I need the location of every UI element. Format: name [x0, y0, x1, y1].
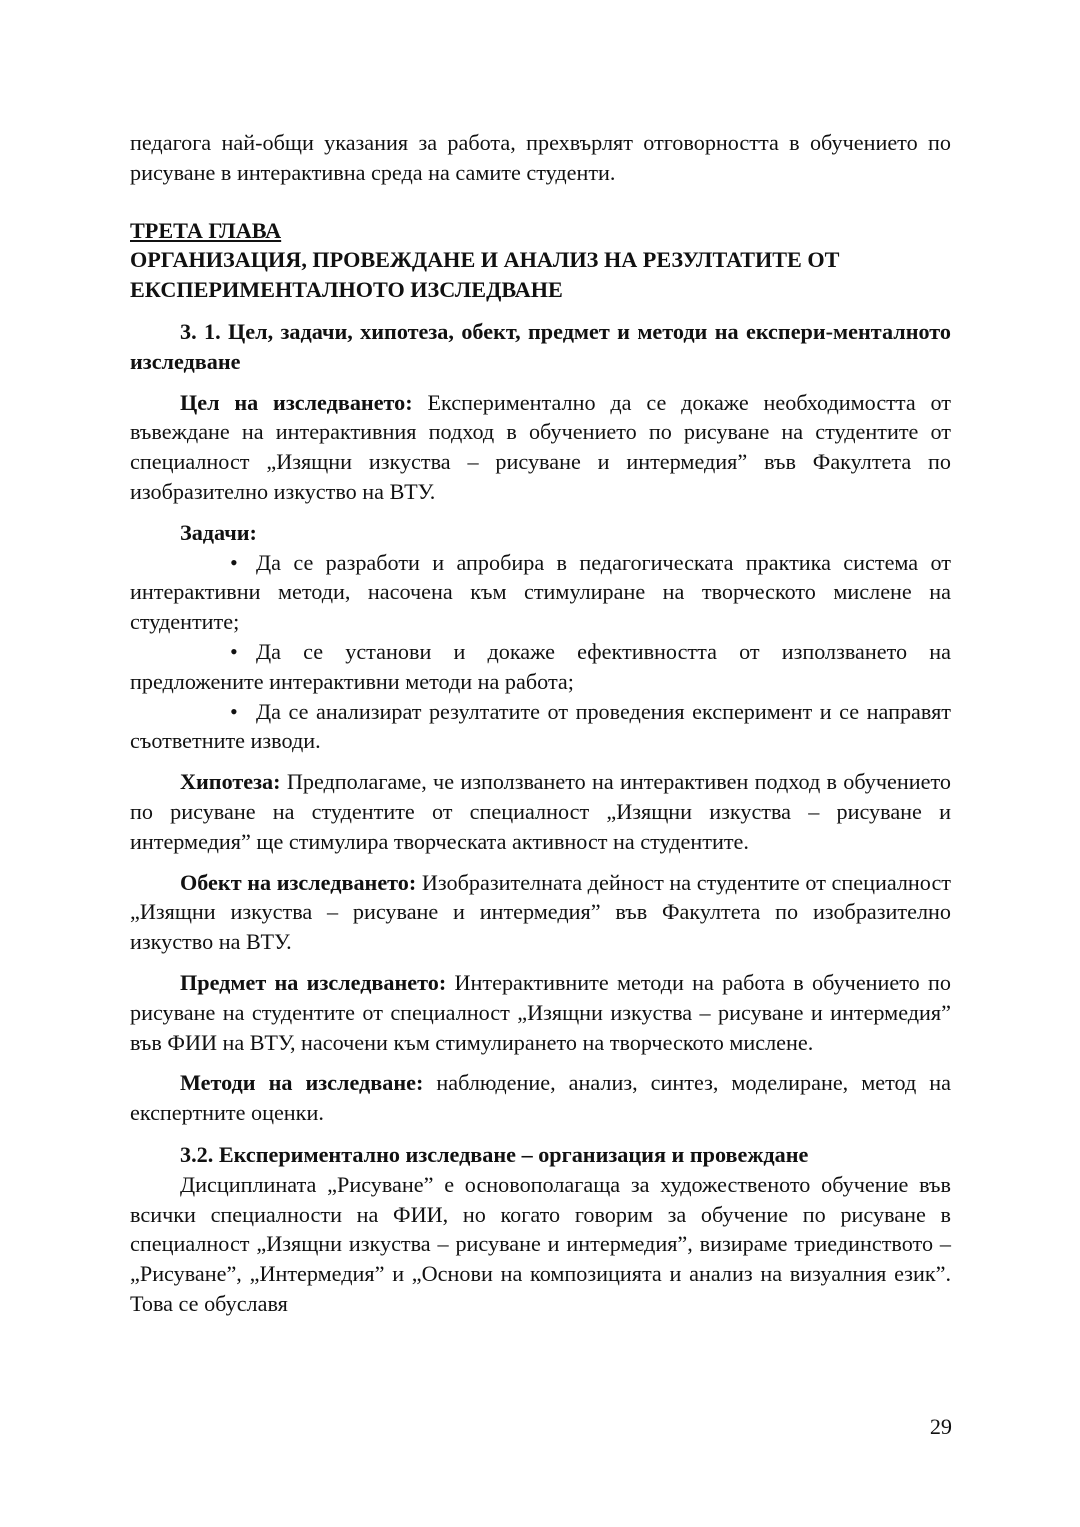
page-content: [130, 128, 951, 1319]
section-2-heading: 3.2. Експериментално изследване – организация и провеждане: [180, 1141, 809, 1167]
hypothesis-paragraph: [130, 767, 951, 856]
bullet-icon: •: [230, 638, 238, 664]
task-item-text: Да се установи и докаже ефективността от използването на предложените интерактивни методи на работа;: [130, 638, 951, 694]
task-item: [130, 548, 951, 637]
goal-paragraph: [130, 388, 951, 507]
section-1-heading: 3. 1. Цел, задачи, хипотеза, обект, предмет и методи на експери-менталното изследване: [130, 318, 951, 374]
bullet-icon: •: [230, 549, 238, 575]
chapter-title: ОРГАНИЗАЦИЯ, ПРОВЕЖДАНЕ И АНАЛИЗ НА РЕЗУЛТАТИТЕ ОТ ЕКСПЕРИМЕНТАЛНОТО ИЗСЛЕДВАНЕ: [130, 247, 840, 303]
intro-paragraph: педагога най-общи указания за работа, прехвърлят отговорността в обучението по рисуване в интерактивна среда на самите студенти.: [130, 130, 951, 185]
goal-label: Цел на изследването:: [180, 389, 413, 415]
object-text: Изобразителната дейност на студентите от специалност „Изящни изкуства – рисуване и интермедия” във Факултета по изобразително изкуство на ВТУ.: [130, 869, 951, 955]
chapter-label: ТРЕТА ГЛАВА: [130, 217, 282, 243]
tasks-label-paragraph: [130, 518, 951, 548]
task-item-text: Да се анализират резултатите от проведения експеримент и се направят съответните изводи.: [130, 698, 951, 754]
object-paragraph: [130, 868, 951, 957]
section-2-paragraph: Дисциплината „Рисуване” е основополагаща за художественото обучение във всички специалности на ФИИ, но когато говорим за обучение по рисуване в специалност „Изящни изкуства – рисуване и интермедия”, визираме триединството – „Рисуване”, „Интермедия” и „Основи на композицията и анализ на визуалния език”. Това се обуславя: [130, 1171, 951, 1316]
object-label: Обект на изследването:: [180, 869, 417, 895]
methods-text: наблюдение, анализ, синтез, моделиране, метод на експертните оценки.: [130, 1070, 951, 1126]
subject-label: Предмет на изследването:: [180, 969, 447, 995]
bullet-icon: •: [230, 698, 238, 724]
task-item: [130, 697, 951, 757]
task-item-text: Да се разработи и апробира в педагогическата практика система от интерактивни методи, насочена към стимулиране на творческото мислене на студентите;: [130, 549, 951, 635]
task-item: [130, 637, 951, 697]
goal-text: Експериментално да се докаже необходимостта от въвеждане на интерактивния подход в обучението по рисуване на студентите от специалност „Изящни изкуства – рисуване и интермедия” във Факултета по изобразително изкуство на ВТУ.: [130, 389, 951, 504]
tasks-label: Задачи:: [180, 519, 257, 545]
subject-paragraph: [130, 968, 951, 1057]
methods-paragraph: [130, 1068, 951, 1128]
subject-text: Интерактивните методи на работа в обучението по рисуване на студентите от специалност „Изящни изкуства – рисуване и интермедия” във ФИИ на ВТУ, насочени към стимулирането на творческото мислене.: [130, 969, 952, 1055]
hypothesis-text: Предполагаме, че използването на интерактивен подход в обучението по рисуване на студентите от специалност „Изящни изкуства – рисуване и интермедия” ще стимулира творческата активност на студентите.: [130, 769, 951, 854]
page-number: 29: [929, 1414, 952, 1439]
hypothesis-label: Хипотеза:: [180, 769, 281, 795]
methods-label: Методи на изследване:: [180, 1070, 424, 1096]
